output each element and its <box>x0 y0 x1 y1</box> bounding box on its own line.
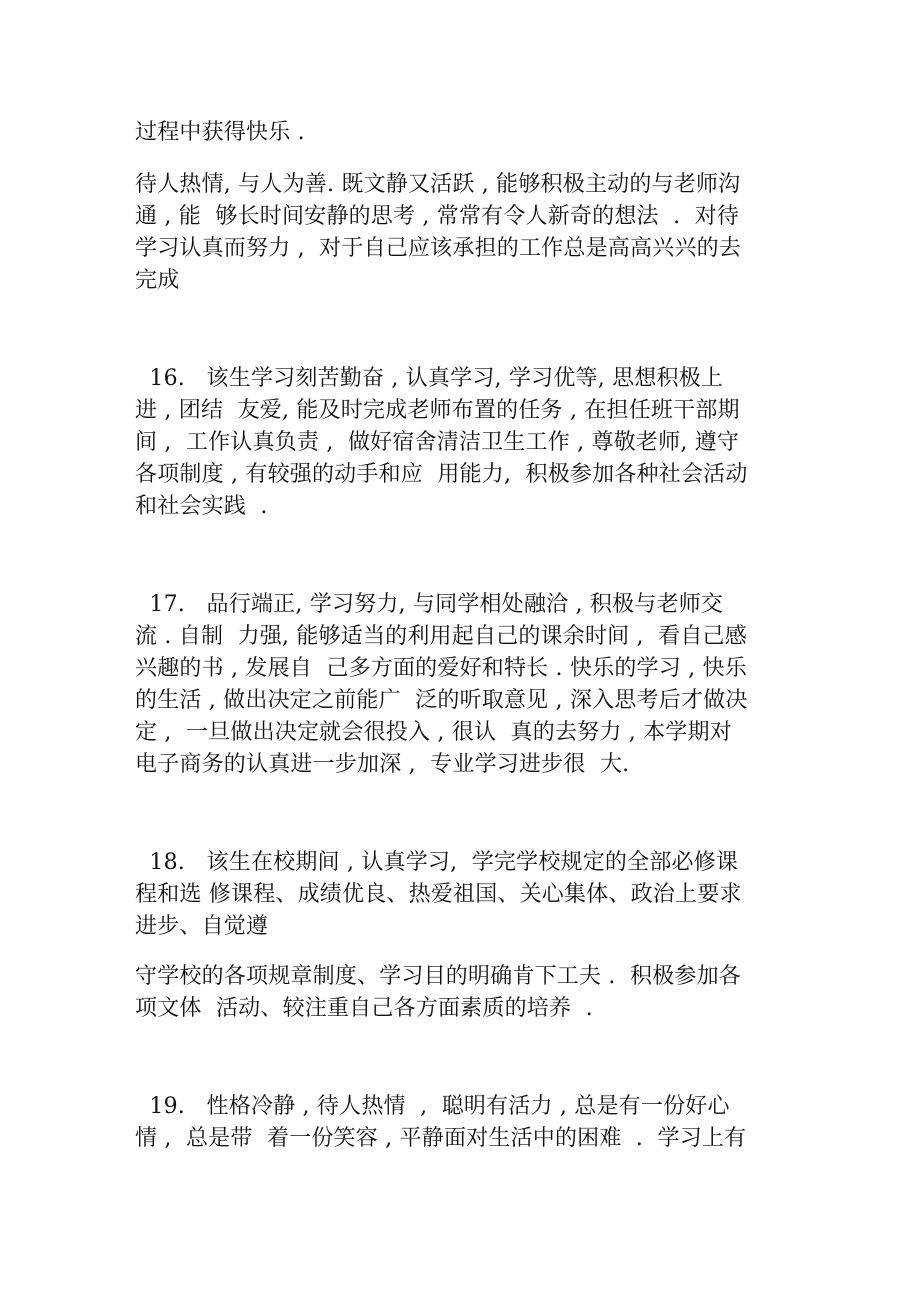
text-line: 的生活 , 做出决定之前能广 泛的听取意见 , 深入思考后才做决 <box>135 688 748 713</box>
text-line: 守学校的各项规章制度、学习目的明确肯下工夫 . 积极参加各 <box>135 964 741 989</box>
text-line: 情 , 总是带 着一份笑容 , 平静面对生活中的困难 . 学习上有 <box>135 1126 747 1151</box>
text-line: 电子商务的认真进一步加深 , 专业学习进步很 大. <box>135 752 630 777</box>
text-line: 流 . 自制 力强, 能够适当的利用起自己的课余时间 , 看自己感 <box>135 624 747 649</box>
text-line: 项文体 活动、较注重自己各方面素质的培养 . <box>135 996 593 1021</box>
text-line: 和社会实践 . <box>135 494 268 519</box>
text-line: 间 , 工作认真负责 , 做好宿舍清洁卫生工作 , 尊敬老师, 遵守 <box>135 430 740 455</box>
text-line: 学习认真而努力 , 对于自己应该承担的工作总是高高兴兴的去 <box>135 236 741 261</box>
text-line: 待人热情, 与人为善. 既文静又活跃 , 能够积极主动的与老师沟 <box>135 172 741 197</box>
text-line: 进步、自觉遵 <box>135 914 269 939</box>
text-line: 兴趣的书 , 发展自 己多方面的爱好和特长 . 快乐的学习 , 快乐 <box>135 656 747 681</box>
text-line: 定 , 一旦做出决定就会很投入 , 很认 真的去努力 , 本学期对 <box>135 720 732 745</box>
text-line: 通 , 能 够长时间安静的思考 , 常常有令人新奇的想法 . 对待 <box>135 204 740 229</box>
text-line: 程和选 修课程、成绩优良、热爱祖国、关心集体、政治上要求 <box>135 882 742 907</box>
text-line: 19. 性格冷静 , 待人热情 , 聪明有活力 , 总是有一份好心 <box>135 1094 730 1119</box>
text-line: 各项制度 , 有较强的动手和应 用能力, 积极参加各种社会活动 <box>135 462 748 487</box>
text-line: 16. 该生学习刻苦勤奋 , 认真学习, 学习优等, 思想积极上 <box>135 366 724 391</box>
text-line: 18. 该生在校期间 , 认真学习, 学完学校规定的全部必修课 <box>135 850 739 875</box>
text-line: 完成 <box>135 268 180 293</box>
text-line: 17. 品行端正, 学习努力, 与同学相处融洽 , 积极与老师交 <box>135 592 724 617</box>
text-line: 进 , 团结 友爱, 能及时完成老师布置的任务 , 在担任班干部期 <box>135 398 740 423</box>
text-line: 过程中获得快乐 . <box>135 120 305 145</box>
